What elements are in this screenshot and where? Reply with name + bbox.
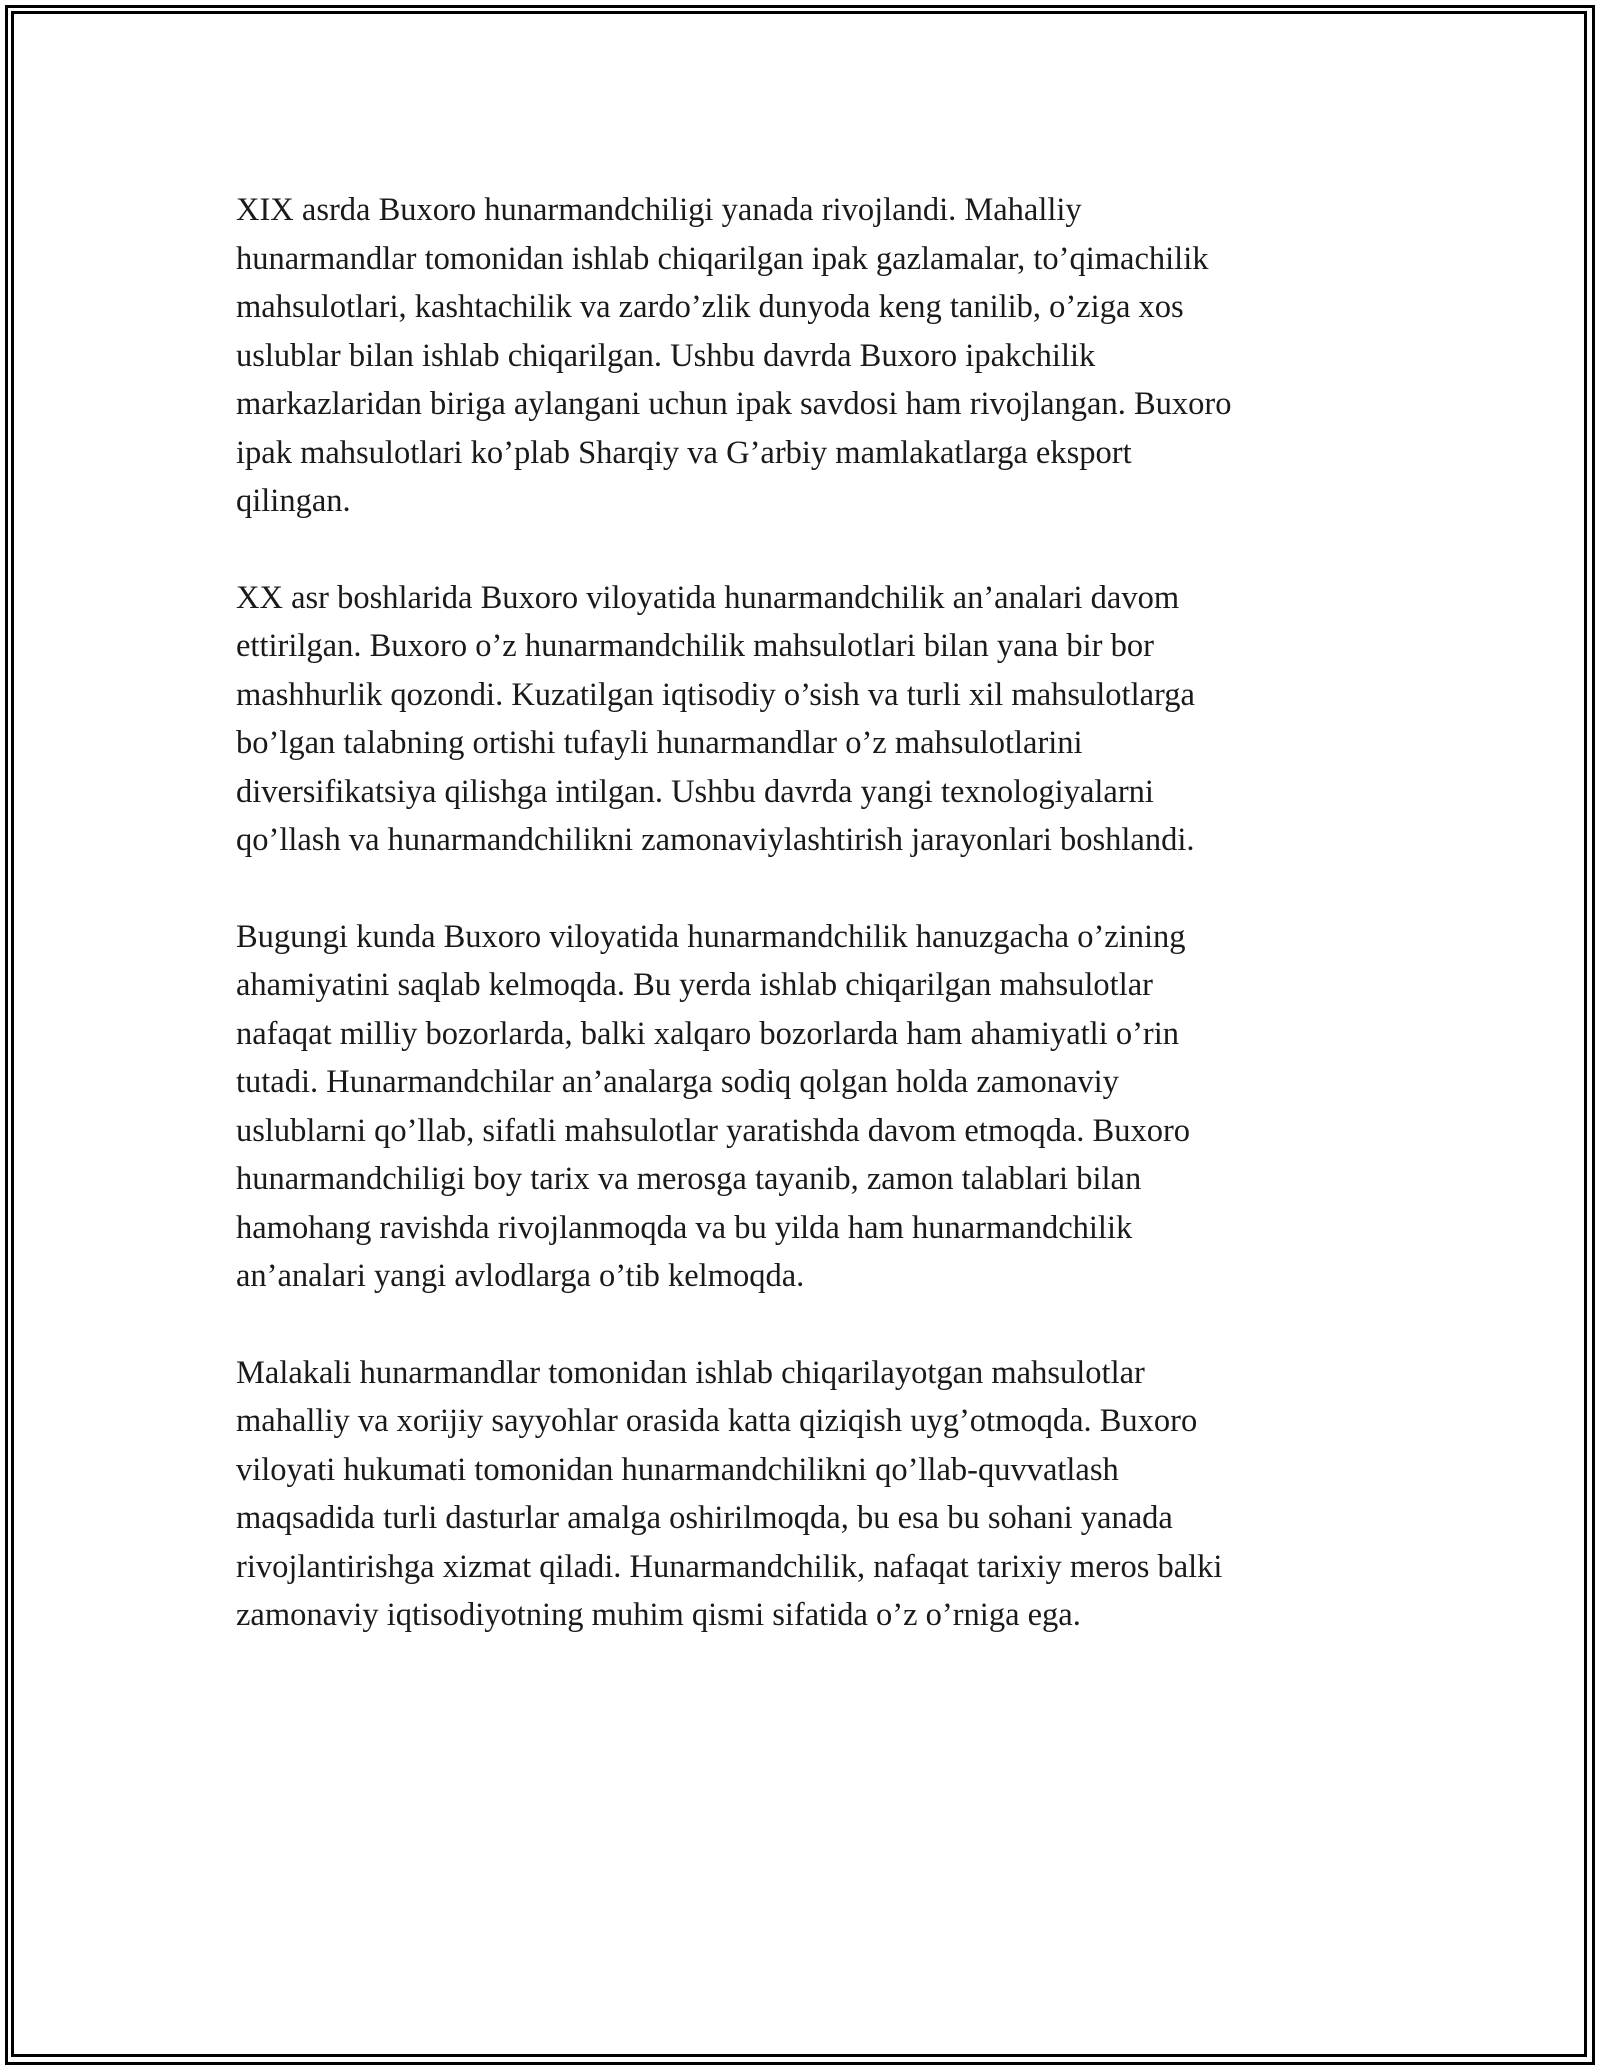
text-line: uslublarni qo’llab, sifatli mahsulotlar yaratishda davom etmoqda. Buxoro [236, 1112, 1191, 1149]
text-line: hunarmandlar tomonidan ishlab chiqarilgan ipak gazlamalar, to’qimachilik [236, 240, 1209, 277]
text-line: mashhurlik qozondi. Kuzatilgan iqtisodiy o’sish va turli xil mahsulotlarga [236, 676, 1195, 713]
text-line: qilingan. [236, 483, 351, 519]
text-line: bo’lgan talabning ortishi tufayli hunarmandlar o’z mahsulotlarini [236, 725, 1083, 761]
text-line: hamohang ravishda rivojlanmoqda va bu yilda ham hunarmandchilik [236, 1209, 1133, 1246]
text-line: nafaqat milliy bozorlarda, balki xalqaro bozorlarda ham ahamiyatli o’rin [236, 1015, 1180, 1052]
text-line: ahamiyatini saqlab kelmoqda. Bu yerda ishlab chiqarilgan mahsulotlar [236, 967, 1153, 1003]
text-line: tutadi. Hunarmandchilar an’analarga sodiq qolgan holda zamonaviy [236, 1064, 1119, 1100]
text-line: zamonaviy iqtisodiyotning muhim qismi sifatida o’z o’rniga ega. [236, 1597, 1081, 1633]
paragraph-3 [236, 913, 1376, 1301]
text-line: uslublar bilan ishlab chiqarilgan. Ushbu davrda Buxoro ipakchilik [236, 337, 1096, 374]
text-line: XX asr boshlarida Buxoro viloyatida hunarmandchilik an’analari davom [236, 579, 1180, 616]
text-line: mahalliy va xorijiy sayyohlar orasida katta qiziqish uyg’otmoqda. Buxoro [236, 1403, 1198, 1439]
paragraph-2 [236, 574, 1376, 865]
text-line: XIX asrda Buxoro hunarmandchiligi yanada rivojlandi. Mahalliy [236, 192, 1082, 228]
text-line: rivojlantirishga xizmat qiladi. Hunarmandchilik, nafaqat tarixiy meros balki [236, 1548, 1223, 1585]
document-body [236, 186, 1376, 1640]
text-line: an’analari yangi avlodlarga o’tib kelmoqda. [236, 1258, 805, 1294]
text-line: mahsulotlari, kashtachilik va zardo’zlik dunyoda keng tanilib, o’ziga xos [236, 289, 1184, 325]
text-line: qo’llash va hunarmandchilikni zamonaviylashtirish jarayonlari boshlandi. [236, 822, 1195, 858]
text-line: diversifikatsiya qilishga intilgan. Ushbu davrda yangi texnologiyalarni [236, 773, 1154, 810]
text-line: Malakali hunarmandlar tomonidan ishlab chiqarilayotgan mahsulotlar [236, 1354, 1145, 1391]
text-line: ettirilgan. Buxoro o’z hunarmandchilik mahsulotlari bilan yana bir bor [236, 628, 1154, 664]
paragraph-1 [236, 186, 1376, 526]
text-line: markazlaridan biriga aylangani uchun ipak savdosi ham rivojlangan. Buxoro [236, 386, 1232, 422]
text-line: viloyati hukumati tomonidan hunarmandchilikni qo’llab-quvvatlash [236, 1451, 1119, 1488]
text-line: Bugungi kunda Buxoro viloyatida hunarmandchilik hanuzgacha o’zining [236, 918, 1186, 955]
paragraph-4 [236, 1349, 1376, 1640]
text-line: maqsadida turli dasturlar amalga oshirilmoqda, bu esa bu sohani yanada [236, 1500, 1173, 1536]
text-line: ipak mahsulotlari ko’plab Sharqiy va G’arbiy mamlakatlarga eksport [236, 434, 1132, 471]
text-line: hunarmandchiligi boy tarix va merosga tayanib, zamon talablari bilan [236, 1161, 1142, 1197]
